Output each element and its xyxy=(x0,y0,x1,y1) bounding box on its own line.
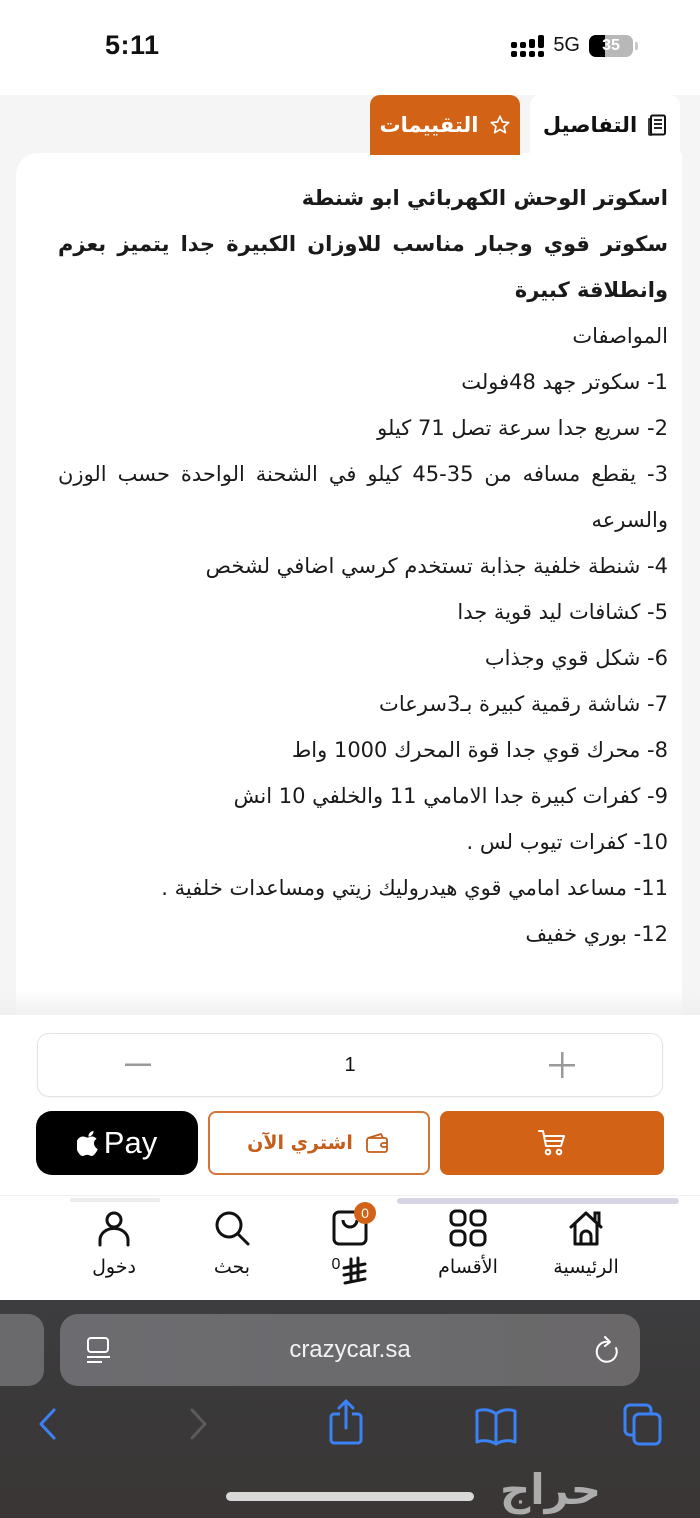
quantity-stepper xyxy=(37,1033,663,1097)
status-time: 5:11 xyxy=(105,30,160,60)
product-description xyxy=(58,175,668,957)
spec-item: 12- بوري خفيف xyxy=(525,922,668,946)
star-icon xyxy=(489,114,511,136)
previous-tab-peek[interactable] xyxy=(0,1314,44,1386)
tab-reviews[interactable] xyxy=(370,95,520,155)
nav-categories-label: الأقسام xyxy=(438,1256,498,1278)
forward-icon[interactable] xyxy=(188,1406,210,1442)
search-icon xyxy=(212,1208,252,1248)
nav-search[interactable] xyxy=(182,1208,282,1286)
product-tabs xyxy=(370,95,680,155)
cart-total-value: 0 xyxy=(331,1256,341,1273)
home-indicator[interactable] xyxy=(226,1492,474,1501)
nav-cart[interactable] xyxy=(300,1205,400,1286)
signal-icon xyxy=(511,35,544,57)
battery-tip xyxy=(635,42,638,50)
reader-mode-icon[interactable] xyxy=(86,1336,112,1364)
home-icon xyxy=(566,1208,606,1248)
spec-item: 5- كشافات ليد قوية جدا xyxy=(457,600,668,624)
spec-item: 2- سريع جدا سرعة تصل 71 كيلو xyxy=(377,416,668,440)
cart-total xyxy=(332,1256,369,1286)
peek-bar xyxy=(397,1198,679,1204)
action-buttons xyxy=(36,1111,664,1175)
add-to-cart-button[interactable] xyxy=(440,1111,664,1175)
apple-pay-label: Pay xyxy=(103,1125,158,1160)
bookmarks-icon[interactable] xyxy=(474,1406,518,1446)
buy-now-button[interactable] xyxy=(208,1111,430,1175)
network-type: 5G xyxy=(553,34,580,56)
nav-login[interactable] xyxy=(64,1208,164,1286)
apple-logo-icon xyxy=(77,1129,101,1157)
peek-bar xyxy=(70,1198,160,1202)
wallet-icon xyxy=(365,1132,391,1154)
nav-login-label: دخول xyxy=(92,1256,136,1278)
back-icon[interactable] xyxy=(36,1406,58,1442)
riyal-icon xyxy=(342,1256,368,1286)
tab-details-label: التفاصيل xyxy=(542,113,638,137)
reload-icon[interactable] xyxy=(594,1336,620,1366)
spec-item: 11- مساعد امامي قوي هيدروليك زيتي ومساعدات خلفية . xyxy=(161,876,668,900)
address-bar[interactable] xyxy=(60,1314,640,1386)
buy-now-label: اشتري الآن xyxy=(247,1132,353,1154)
scroll-fade xyxy=(0,990,700,1015)
watermark-logo: حراج xyxy=(500,1465,602,1514)
decrement-button[interactable] xyxy=(118,1045,158,1085)
battery-icon xyxy=(589,35,633,57)
spec-item: 1- سكوتر جهد 48فولت xyxy=(461,370,668,394)
bottom-navigation xyxy=(0,1195,700,1300)
spec-item: 10- كفرات تيوب لس . xyxy=(466,830,668,854)
battery-level: 35 xyxy=(602,36,620,54)
user-icon xyxy=(94,1208,134,1248)
url-text: crazycar.sa xyxy=(289,1336,411,1363)
nav-home-label: الرئيسية xyxy=(553,1256,619,1278)
cart-count-badge: 0 xyxy=(354,1202,376,1224)
browser-toolbar xyxy=(0,1406,700,1450)
spec-item: 3- يقطع مسافه من 35-45 كيلو في الشحنة الواحدة حسب الوزن والسرعه xyxy=(58,462,668,532)
increment-button[interactable] xyxy=(542,1045,582,1085)
specs-heading: المواصفات xyxy=(572,324,668,348)
spec-item: 7- شاشة رقمية كبيرة بـ3سرعات xyxy=(379,692,668,716)
quantity-value[interactable]: 1 xyxy=(344,1053,356,1076)
nav-home[interactable] xyxy=(536,1208,636,1286)
tab-details[interactable] xyxy=(530,95,680,155)
spec-item: 6- شكل قوي وجذاب xyxy=(484,646,668,670)
cart-icon xyxy=(536,1127,568,1159)
tab-reviews-label: التقييمات xyxy=(379,113,479,137)
tabs-icon[interactable] xyxy=(622,1402,664,1448)
grid-icon xyxy=(448,1208,488,1248)
share-icon[interactable] xyxy=(328,1398,364,1446)
spec-item: 4- شنطة خلفية جذابة تستخدم كرسي اضافي لشخص xyxy=(205,554,668,578)
document-icon xyxy=(647,114,667,136)
status-bar xyxy=(0,0,700,95)
product-page xyxy=(0,95,700,1015)
status-icons xyxy=(511,34,638,57)
product-subtitle: سكوتر قوي وجبار مناسب للاوزان الكبيرة جدا يتميز بعزم وانطلاقة كبيرة xyxy=(58,232,668,302)
plus-icon xyxy=(549,1052,575,1078)
apple-pay-button[interactable] xyxy=(36,1111,198,1175)
product-title: اسكوتر الوحش الكهربائي ابو شنطة xyxy=(301,186,668,210)
minus-icon xyxy=(125,1063,151,1067)
spec-item: 8- محرك قوي جدا قوة المحرك 1000 واط xyxy=(291,738,668,762)
spec-item: 9- كفرات كبيرة جدا الامامي 11 والخلفي 10 انش xyxy=(233,784,668,808)
nav-search-label: بحث xyxy=(213,1256,251,1278)
purchase-panel xyxy=(0,1015,700,1195)
nav-categories[interactable] xyxy=(418,1208,518,1286)
